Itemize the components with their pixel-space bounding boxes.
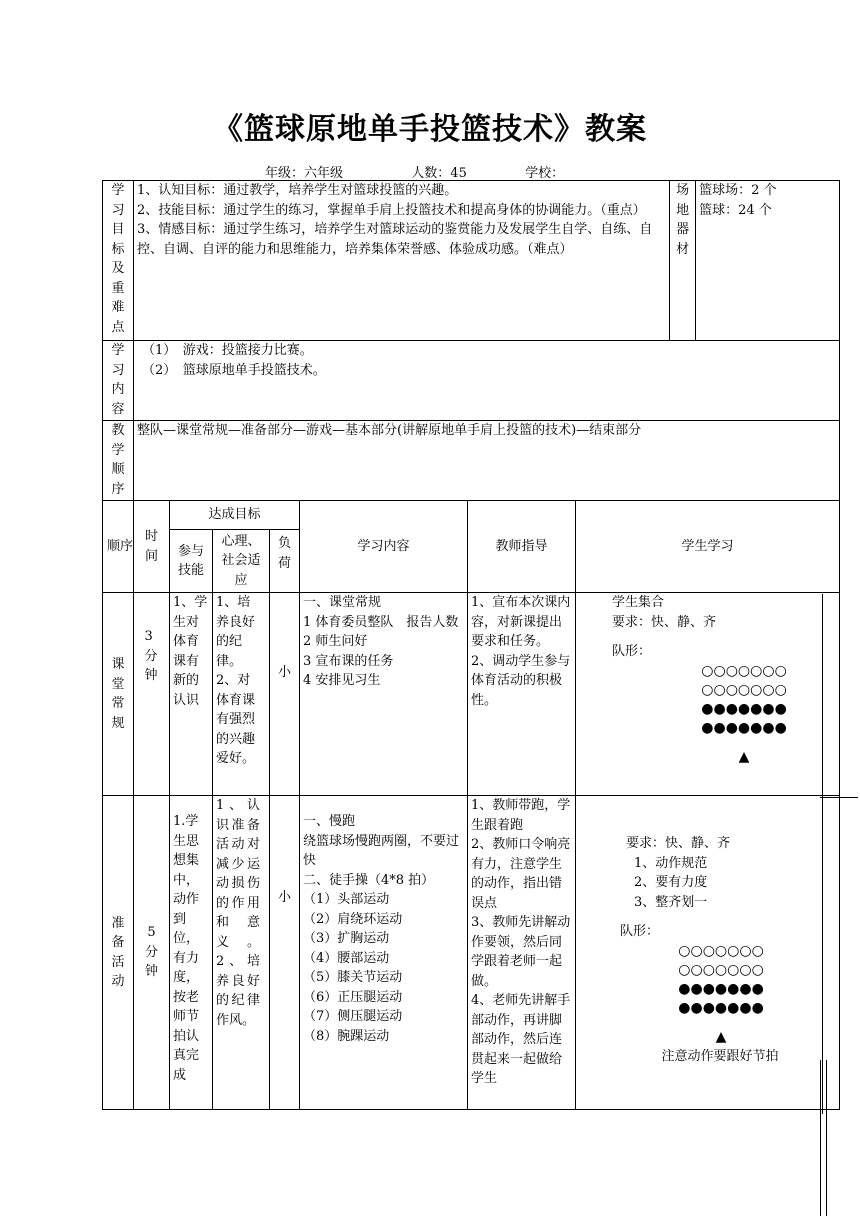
content-line: （1） 游戏：投篮接力比赛。 <box>142 343 313 358</box>
content-line: （7）侧压腿运动 <box>303 1009 403 1024</box>
teacher-line: 1、宣布本次课内容，对新课提出要求和任务。 <box>471 595 571 649</box>
content-line: （1）头部运动 <box>303 892 390 907</box>
equipment-text <box>696 181 840 341</box>
header-goal: 达成目标 <box>170 501 300 530</box>
content-line: 二、徒手操（4*8 拍） <box>303 872 435 888</box>
content-label: 学习内容 <box>111 343 125 417</box>
time-label: 5分钟 <box>144 925 158 980</box>
student-line: 队形： <box>612 644 652 659</box>
header-order: 顺序 <box>106 538 133 554</box>
teacher-line: 4、老师先讲解手部动作，再讲脚部动作，然后连贯起来一起做给学生 <box>471 993 571 1086</box>
page-title: 《篮球原地单手投篮技术》教案 <box>213 112 647 147</box>
formation-row: ○○○○○○○ <box>678 961 764 978</box>
stray-line <box>820 1060 821 1216</box>
content-line: （4）腰部运动 <box>303 950 390 966</box>
header-load: 负荷 <box>277 536 291 571</box>
social-goal: 1、认识准备活动对减少运动损伤的作用和意义。2、培养良好的纪律作风。 <box>216 798 260 1028</box>
formation-row: ●●●●●●● <box>701 700 787 717</box>
section-label: 准备活动 <box>111 915 125 989</box>
equipment-label: 场地器材 <box>676 183 690 257</box>
teacher-line: 2、调动学生参与体育活动的积极性。 <box>471 653 571 708</box>
content-line: （2） 篮球原地单手投篮技术。 <box>142 362 326 378</box>
teacher-marker: ▲ <box>738 748 750 765</box>
content-line: 1 体育委员整队 报告人数 <box>303 614 459 630</box>
sequence-text: 整队—课堂常规—准备部分—游戏—基本部分(讲解原地单手肩上投篮的技术)—结束部分 <box>134 421 840 501</box>
teacher-line: 3、教师先讲解动作要领，然后同学跟着老师一起做。 <box>471 915 571 989</box>
teacher-line: 1、教师带跑，学生跟着跑 <box>471 798 571 833</box>
header-student: 学生学习 <box>576 501 840 593</box>
student-line: 要求：快、静、齐 <box>612 614 717 630</box>
content-line: （6）正压腿运动 <box>303 989 403 1005</box>
content-line: 2 师生问好 <box>303 634 368 649</box>
header-teacher: 教师指导 <box>468 501 576 593</box>
content-line: 3 宣布课的任务 <box>303 653 394 669</box>
teacher-line: 2、教师口令响亮有力，注意学生的动作，指出错误点 <box>471 837 571 911</box>
equipment-item: 篮球场：2 个 <box>699 183 777 198</box>
info-line <box>265 162 564 181</box>
content-line: 一、课堂常规 <box>303 595 382 610</box>
skill-goal: 1、学生对体育课有新的认识 <box>173 595 208 708</box>
sequence-row <box>103 421 840 501</box>
grade-info: 年级：六年级 <box>265 166 344 181</box>
student-cell <box>576 796 840 1110</box>
load-value: 小 <box>270 796 300 1110</box>
student-line: 要求：快、静、齐 <box>626 836 731 851</box>
objective-line: 1、认知目标：通过教学，培养学生对篮球投篮的兴趣。 <box>137 183 458 198</box>
student-cell <box>576 593 840 796</box>
header-row <box>103 501 840 530</box>
stray-line <box>820 797 858 798</box>
objectives-row <box>103 181 840 341</box>
count-info: 人数：45 <box>411 166 467 181</box>
objectives-text <box>134 181 670 341</box>
header-content: 学习内容 <box>300 501 468 593</box>
header-goal-skill: 参与技能 <box>177 543 204 578</box>
student-line: 3、整齐划一 <box>634 894 708 910</box>
header-time: 时间 <box>144 529 158 564</box>
teacher-cell <box>468 593 576 796</box>
table-row <box>103 796 840 1110</box>
header-goal-social: 心理、社会适应 <box>221 533 261 588</box>
student-line: 1、动作规范 <box>634 855 708 871</box>
content-cell <box>300 796 468 1110</box>
objective-line: 3、情感目标：通过学生练习，培养学生对篮球运动的鉴赏能力及发展学生自学、自练、自控、自调、自评的能力和思维能力，培养集体荣誉感、体验成功感。（难点） <box>137 222 653 257</box>
school-info: 学校： <box>525 166 565 181</box>
equipment-item: 篮球：24 个 <box>699 202 772 218</box>
teacher-marker: ▲ <box>715 1028 727 1045</box>
content-line: （8）腕踝运动 <box>303 1028 390 1044</box>
table-row <box>103 593 840 796</box>
content-line: 绕篮球场慢跑两圈，不要过快 <box>303 833 460 868</box>
stray-line <box>826 1060 827 1216</box>
stray-line <box>822 594 823 1114</box>
load-value: 小 <box>270 593 300 796</box>
social-goal: 1、培养良好的纪律。2、对体育课有强烈的兴趣爱好。 <box>216 595 256 766</box>
section-label: 课堂常规 <box>111 657 125 731</box>
student-note: 注意动作要跟好节拍 <box>661 1048 779 1064</box>
content-line: （3）扩胸运动 <box>303 931 390 946</box>
student-line: 队形： <box>620 924 660 939</box>
teacher-cell <box>468 796 576 1110</box>
student-line: 2、要有力度 <box>634 875 708 890</box>
formation-diagram <box>612 662 836 767</box>
formation-row: ●●●●●●● <box>678 980 764 997</box>
lesson-plan-table <box>102 180 840 1110</box>
formation-diagram <box>606 942 836 1047</box>
content-cell <box>300 593 468 796</box>
content-line: 一、慢跑 <box>303 814 356 829</box>
student-line: 学生集合 <box>612 595 665 610</box>
content-line: （5）膝关节运动 <box>303 970 403 985</box>
formation-row: ●●●●●●● <box>678 999 764 1016</box>
content-row <box>103 341 840 421</box>
content-line: （2）肩绕环运动 <box>303 911 403 927</box>
skill-goal: 1.学生思想集中，动作到位，有力度，按老师节拍认真完成 <box>173 814 200 1083</box>
time-label: 3分钟 <box>144 629 158 683</box>
formation-row: ●●●●●●● <box>701 719 787 736</box>
sequence-label: 教学顺序 <box>111 423 125 497</box>
formation-row: ○○○○○○○ <box>678 942 764 959</box>
formation-row: ○○○○○○○ <box>701 681 787 698</box>
formation-row: ○○○○○○○ <box>701 662 787 679</box>
objectives-label: 学习目标及重难点 <box>111 183 125 335</box>
student-line <box>612 632 836 642</box>
content-line: 4 安排见习生 <box>303 673 381 688</box>
objective-line: 2、技能目标：通过学生的练习，掌握单手肩上投篮技术和提高身体的协调能力。（重点） <box>137 202 646 218</box>
student-line <box>626 912 836 922</box>
content-text <box>134 341 840 421</box>
